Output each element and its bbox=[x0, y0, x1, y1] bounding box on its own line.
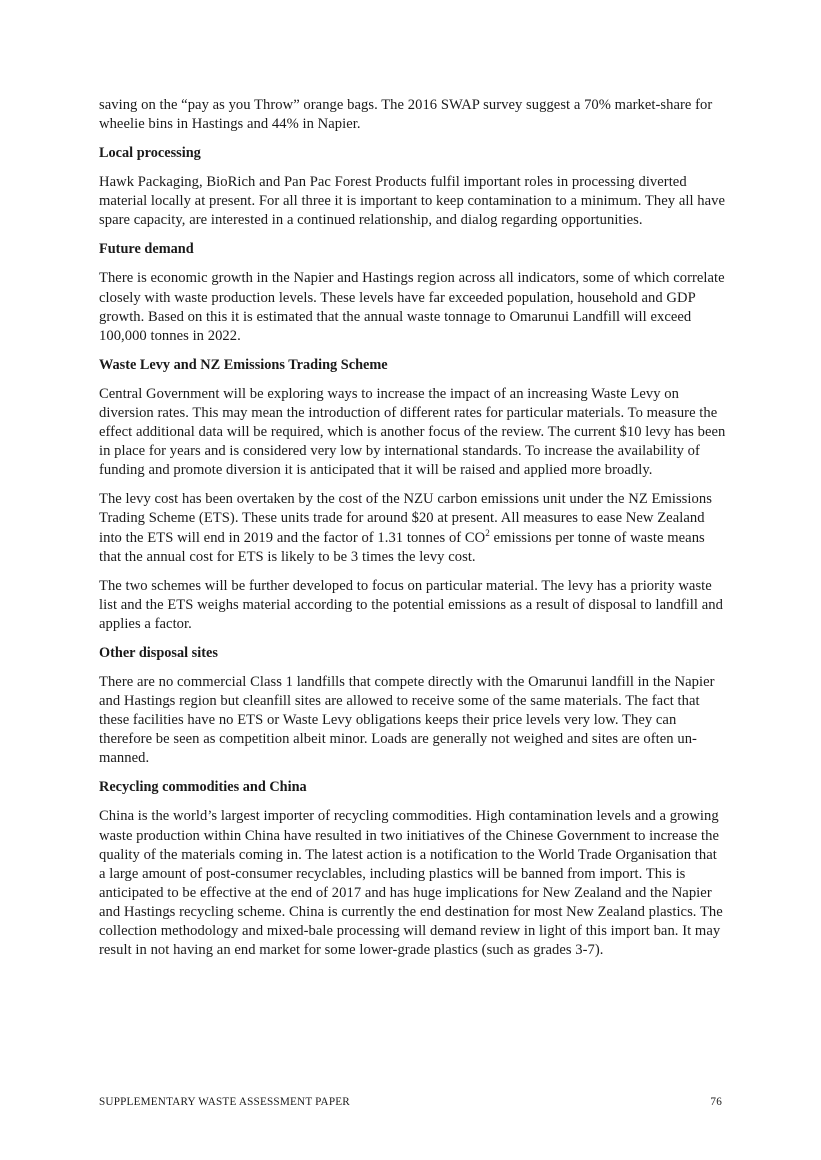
heading-future-demand: Future demand bbox=[99, 241, 194, 258]
paragraph-local-processing: Hawk Packaging, BioRich and Pan Pac Forest Products fulfil important roles in processing diverted material locally at present. For all three it is important to keep contamination to a minimum. They all have spare capacity, are interested in a continued relationship, and dialog regarding opportunities. bbox=[99, 174, 726, 229]
heading-other-disposal-sites: Other disposal sites bbox=[99, 644, 218, 661]
paragraph-levy-schemes: The two schemes will be further developed to focus on particular material. The levy has a priority waste list and the ETS weighs material according to the potential emissions as a result of disposal to landfill and applies a factor. bbox=[99, 577, 723, 632]
footer-title: SUPPLEMENTARY WASTE ASSESSMENT PAPER bbox=[99, 1096, 350, 1108]
paragraph-levy-ets-cost bbox=[99, 490, 727, 566]
paragraph-bins-market-share: saving on the “pay as you Throw” orange bags. The 2016 SWAP survey suggest a 70% market-share for wheelie bins in Hastings and 44% in Napier. bbox=[99, 97, 713, 133]
paragraph-recycling-china: China is the world’s largest importer of recycling commodities. High contamination levels and a growing waste production within China have resulted in two initiatives of the Chinese Government to increase the quality of the materials coming in. The latest action is a notification to the World Trade Organisation that a large amount of post-consumer recyclables, including plastics will be banned from import. This is anticipated to be effective at the end of 2017 and has huge implications for New Zealand and the Napier and Hastings recycling scheme. China is currently the end destination for most New Zealand plastics. The collection methodology and mixed-bale processing will demand review in light of this import ban. It may result in not having an end market for some lower-grade plastics (such as grades 3-7). bbox=[99, 808, 723, 959]
page-footer bbox=[99, 1096, 722, 1108]
heading-recycling-china: Recycling commodities and China bbox=[99, 779, 307, 796]
paragraph-future-demand: There is economic growth in the Napier and Hastings region across all indicators, some of which correlate closely with waste production levels. These levels have far exceeded population, household and GDP growth. Based on this it is estimated that the annual waste tonnage to Omarunui Landfill will exceed 100,000 tonnes in 2022. bbox=[99, 270, 725, 344]
page-number: 76 bbox=[710, 1096, 722, 1108]
levy-ets-text-end: emissions per tonne of waste means that the annual cost for ETS is likely to be 3 times the levy cost. bbox=[99, 529, 705, 565]
heading-waste-levy-ets: Waste Levy and NZ Emissions Trading Scheme bbox=[99, 356, 388, 373]
document-body bbox=[99, 96, 727, 970]
paragraph-other-disposal-sites: There are no commercial Class 1 landfills that compete directly with the Omarunui landfill in the Napier and Hastings region but cleanfill sites are allowed to receive some of the same materials. The fact that these facilities have no ETS or Waste Levy obligations keeps their price levels very low. They can therefore be seen as competition albeit minor. Loads are generally not weighed and sites are often un-manned. bbox=[99, 673, 715, 767]
paragraph-levy-review: Central Government will be exploring ways to increase the impact of an increasing Waste Levy on diversion rates. This may mean the introduction of different rates for particular materials. To measure the effect additional data will be required, which is another focus of the review. The current $10 levy has been in place for years and is considered very low by international standards. To increase the availability of funding and promote diversion it is anticipated that it will be raised and applied more broadly. bbox=[99, 385, 726, 479]
levy-ets-text-start: The levy cost has been overtaken by the cost of the NZU carbon emissions unit under the NZ Emissions Trading Scheme (ETS). These units trade for around $20 at present. All measures to ease New Zealand into the ETS will end in 2019 and the factor of 1.31 tonnes of CO bbox=[99, 491, 712, 546]
heading-local-processing: Local processing bbox=[99, 145, 201, 162]
co2-subscript: 2 bbox=[485, 527, 490, 538]
